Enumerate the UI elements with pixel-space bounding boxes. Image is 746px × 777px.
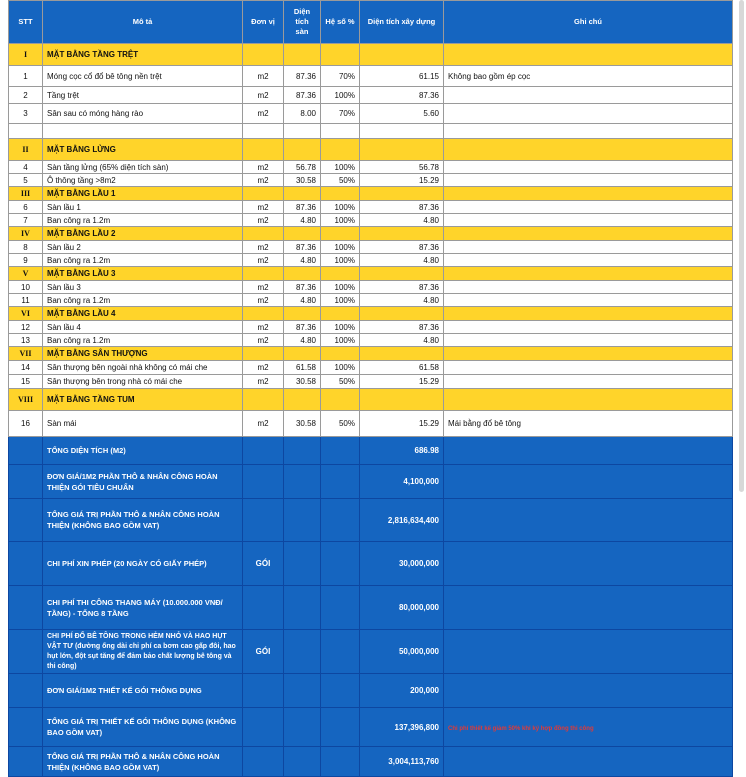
section-stt: VIII bbox=[9, 389, 43, 411]
row-build: 87.36 bbox=[360, 281, 444, 294]
row-stt: 13 bbox=[9, 334, 43, 347]
row-stt: 5 bbox=[9, 174, 43, 187]
row-build: 87.36 bbox=[360, 87, 444, 104]
section-title: MẶT BẰNG LẦU 1 bbox=[43, 187, 243, 201]
row-unit: m2 bbox=[243, 411, 284, 437]
row-area: 87.36 bbox=[284, 201, 321, 214]
row-area: 30.58 bbox=[284, 375, 321, 389]
section-row bbox=[9, 227, 733, 241]
section-row bbox=[9, 307, 733, 321]
header-stt: STT bbox=[9, 1, 43, 44]
section-row bbox=[9, 347, 733, 361]
row-build: 15.29 bbox=[360, 375, 444, 389]
row-build: 5.60 bbox=[360, 104, 444, 124]
blank-row bbox=[9, 124, 733, 139]
total-value: 2,816,634,400 bbox=[360, 499, 444, 542]
row-stt: 12 bbox=[9, 321, 43, 334]
row-coef: 100% bbox=[321, 294, 360, 307]
total-desc: ĐƠN GIÁ/1M2 PHẦN THÔ & NHÂN CÔNG HOÀN THIỆN GÓI TIÊU CHUẨN bbox=[43, 465, 243, 499]
row-desc: Ban công ra 1.2m bbox=[43, 294, 243, 307]
row-area: 4.80 bbox=[284, 254, 321, 267]
row-desc: Ban công ra 1.2m bbox=[43, 334, 243, 347]
row-note bbox=[444, 294, 733, 307]
row-note bbox=[444, 254, 733, 267]
table-row bbox=[9, 281, 733, 294]
row-stt: 10 bbox=[9, 281, 43, 294]
row-desc: Sân thượng bên ngoài nhà không có mái che bbox=[43, 361, 243, 375]
row-desc: Tầng trệt bbox=[43, 87, 243, 104]
total-desc: TỔNG GIÁ TRỊ THIẾT KẾ GÓI THÔNG DỤNG (KHÔNG BAO GỒM VAT) bbox=[43, 708, 243, 747]
table-row bbox=[9, 161, 733, 174]
row-desc: Ban công ra 1.2m bbox=[43, 254, 243, 267]
total-unit bbox=[243, 708, 284, 747]
row-area: 30.58 bbox=[284, 174, 321, 187]
row-stt: 3 bbox=[9, 104, 43, 124]
row-unit: m2 bbox=[243, 361, 284, 375]
row-desc: Ban công ra 1.2m bbox=[43, 214, 243, 227]
row-unit: m2 bbox=[243, 375, 284, 389]
table-row bbox=[9, 241, 733, 254]
row-area: 4.80 bbox=[284, 334, 321, 347]
row-desc: Sân sau có móng hàng rào bbox=[43, 104, 243, 124]
total-unit bbox=[243, 674, 284, 708]
table-row bbox=[9, 87, 733, 104]
row-unit: m2 bbox=[243, 321, 284, 334]
row-coef: 100% bbox=[321, 321, 360, 334]
section-title: MẶT BẰNG TẦNG TUM bbox=[43, 389, 243, 411]
row-unit: m2 bbox=[243, 281, 284, 294]
total-value: 3,004,113,760 bbox=[360, 747, 444, 777]
row-area: 30.58 bbox=[284, 411, 321, 437]
row-coef: 50% bbox=[321, 174, 360, 187]
total-value: 200,000 bbox=[360, 674, 444, 708]
row-build: 56.78 bbox=[360, 161, 444, 174]
row-coef: 70% bbox=[321, 66, 360, 87]
row-note bbox=[444, 87, 733, 104]
row-unit: m2 bbox=[243, 241, 284, 254]
section-row bbox=[9, 187, 733, 201]
row-desc: Sàn tầng lửng (65% diện tích sàn) bbox=[43, 161, 243, 174]
row-stt: 7 bbox=[9, 214, 43, 227]
row-stt: 15 bbox=[9, 375, 43, 389]
row-coef: 100% bbox=[321, 241, 360, 254]
row-desc: Sàn lầu 4 bbox=[43, 321, 243, 334]
table-row bbox=[9, 375, 733, 389]
row-desc: Sàn lầu 2 bbox=[43, 241, 243, 254]
table-row bbox=[9, 411, 733, 437]
total-unit: GÓI bbox=[243, 630, 284, 674]
section-title: MẶT BẰNG TẦNG TRỆT bbox=[43, 44, 243, 66]
row-unit: m2 bbox=[243, 161, 284, 174]
row-build: 4.80 bbox=[360, 214, 444, 227]
row-note bbox=[444, 321, 733, 334]
total-value: 4,100,000 bbox=[360, 465, 444, 499]
header-build: Diện tích xây dựng bbox=[360, 1, 444, 44]
header-note: Ghi chú bbox=[444, 1, 733, 44]
row-coef: 100% bbox=[321, 361, 360, 375]
row-unit: m2 bbox=[243, 201, 284, 214]
section-title: MẶT BẰNG LẦU 2 bbox=[43, 227, 243, 241]
total-unit bbox=[243, 465, 284, 499]
table-row bbox=[9, 66, 733, 87]
table-row bbox=[9, 334, 733, 347]
row-note: Không bao gồm ép cọc bbox=[444, 66, 733, 87]
row-desc: Sàn mái bbox=[43, 411, 243, 437]
row-build: 87.36 bbox=[360, 241, 444, 254]
total-row bbox=[9, 708, 733, 747]
section-stt: III bbox=[9, 187, 43, 201]
row-note bbox=[444, 334, 733, 347]
row-coef: 50% bbox=[321, 375, 360, 389]
row-desc: Sàn lầu 1 bbox=[43, 201, 243, 214]
total-row bbox=[9, 499, 733, 542]
section-row bbox=[9, 44, 733, 66]
section-stt: II bbox=[9, 139, 43, 161]
row-unit: m2 bbox=[243, 214, 284, 227]
row-coef: 100% bbox=[321, 281, 360, 294]
section-stt: VI bbox=[9, 307, 43, 321]
total-desc: CHI PHÍ ĐỔ BÊ TÔNG TRONG HẺM NHỎ VÀ HAO HỤT VẬT TƯ (đường ống dài chi phí ca bơm cao gấp đôi, hao hụt lớn, đột sụt tăng để đảm bảo chất lượng bê tông và thi công) bbox=[43, 630, 243, 674]
row-build: 4.80 bbox=[360, 334, 444, 347]
row-note bbox=[444, 361, 733, 375]
row-area: 87.36 bbox=[284, 66, 321, 87]
row-unit: m2 bbox=[243, 66, 284, 87]
section-stt: IV bbox=[9, 227, 43, 241]
row-build: 15.29 bbox=[360, 411, 444, 437]
row-coef: 100% bbox=[321, 201, 360, 214]
row-build: 61.58 bbox=[360, 361, 444, 375]
row-build: 4.80 bbox=[360, 294, 444, 307]
row-coef: 70% bbox=[321, 104, 360, 124]
row-note: Mái bằng đổ bê tông bbox=[444, 411, 733, 437]
row-note bbox=[444, 174, 733, 187]
row-coef: 100% bbox=[321, 87, 360, 104]
total-value: 50,000,000 bbox=[360, 630, 444, 674]
row-stt: 4 bbox=[9, 161, 43, 174]
row-coef: 100% bbox=[321, 214, 360, 227]
total-row bbox=[9, 465, 733, 499]
total-desc: TỔNG GIÁ TRỊ PHẦN THÔ & NHÂN CÔNG HOÀN THIỆN (KHÔNG BAO GỒM VAT) bbox=[43, 747, 243, 777]
row-unit: m2 bbox=[243, 174, 284, 187]
row-area: 87.36 bbox=[284, 87, 321, 104]
total-unit bbox=[243, 747, 284, 777]
discount-note: Chi phí thiết kế giảm 50% khi ký hợp đồng thi công bbox=[448, 725, 594, 732]
row-stt: 9 bbox=[9, 254, 43, 267]
section-title: MẶT BẰNG LỬNG bbox=[43, 139, 243, 161]
section-title: MẶT BẰNG LẦU 3 bbox=[43, 267, 243, 281]
total-unit: GÓI bbox=[243, 542, 284, 586]
section-stt: I bbox=[9, 44, 43, 66]
row-area: 4.80 bbox=[284, 294, 321, 307]
total-desc: ĐƠN GIÁ/1M2 THIẾT KẾ GÓI THÔNG DỤNG bbox=[43, 674, 243, 708]
row-build: 87.36 bbox=[360, 201, 444, 214]
table-row bbox=[9, 294, 733, 307]
header-coef: Hệ số % bbox=[321, 1, 360, 44]
row-stt: 6 bbox=[9, 201, 43, 214]
row-desc: Móng cọc cổ đổ bê tông nền trệt bbox=[43, 66, 243, 87]
total-row bbox=[9, 747, 733, 777]
total-row bbox=[9, 674, 733, 708]
total-desc: CHI PHÍ THI CÔNG THANG MÁY (10.000.000 VNĐ/ TẦNG) - TỔNG 8 TẦNG bbox=[43, 586, 243, 630]
section-row bbox=[9, 389, 733, 411]
row-area: 61.58 bbox=[284, 361, 321, 375]
row-note bbox=[444, 241, 733, 254]
row-coef: 100% bbox=[321, 254, 360, 267]
row-area: 87.36 bbox=[284, 241, 321, 254]
total-row bbox=[9, 437, 733, 465]
total-desc: TỔNG GIÁ TRỊ PHẦN THÔ & NHÂN CÔNG HOÀN THIỆN (KHÔNG BAO GỒM VAT) bbox=[43, 499, 243, 542]
row-coef: 50% bbox=[321, 411, 360, 437]
row-area: 4.80 bbox=[284, 214, 321, 227]
section-row bbox=[9, 267, 733, 281]
row-note bbox=[444, 281, 733, 294]
row-desc: Sân thượng bên trong nhà có mái che bbox=[43, 375, 243, 389]
row-note bbox=[444, 104, 733, 124]
row-note bbox=[444, 375, 733, 389]
row-build: 4.80 bbox=[360, 254, 444, 267]
row-build: 87.36 bbox=[360, 321, 444, 334]
section-stt: VII bbox=[9, 347, 43, 361]
total-unit bbox=[243, 437, 284, 465]
row-desc: Sàn lầu 3 bbox=[43, 281, 243, 294]
row-area: 56.78 bbox=[284, 161, 321, 174]
total-unit bbox=[243, 586, 284, 630]
row-build: 15.29 bbox=[360, 174, 444, 187]
header-area: Diện tích sàn bbox=[284, 1, 321, 44]
row-unit: m2 bbox=[243, 104, 284, 124]
row-unit: m2 bbox=[243, 294, 284, 307]
row-note bbox=[444, 214, 733, 227]
row-note bbox=[444, 201, 733, 214]
cost-table bbox=[8, 0, 733, 777]
row-coef: 100% bbox=[321, 161, 360, 174]
scrollbar[interactable] bbox=[739, 0, 744, 492]
table-row bbox=[9, 361, 733, 375]
table-row bbox=[9, 104, 733, 124]
row-unit: m2 bbox=[243, 334, 284, 347]
total-row bbox=[9, 542, 733, 586]
row-stt: 14 bbox=[9, 361, 43, 375]
row-area: 87.36 bbox=[284, 281, 321, 294]
row-stt: 16 bbox=[9, 411, 43, 437]
total-value: 80,000,000 bbox=[360, 586, 444, 630]
row-area: 87.36 bbox=[284, 321, 321, 334]
section-title: MẶT BẰNG LẦU 4 bbox=[43, 307, 243, 321]
table-row bbox=[9, 321, 733, 334]
header-desc: Mô tả bbox=[43, 1, 243, 44]
total-desc: CHI PHÍ XIN PHÉP (20 NGÀY CÓ GIẤY PHÉP) bbox=[43, 542, 243, 586]
total-value: 137,396,800 bbox=[360, 708, 444, 747]
table-row bbox=[9, 254, 733, 267]
total-desc: TỔNG DIỆN TÍCH (M2) bbox=[43, 437, 243, 465]
total-row bbox=[9, 630, 733, 674]
section-title: MẶT BẰNG SÂN THƯỢNG bbox=[43, 347, 243, 361]
table-row bbox=[9, 174, 733, 187]
row-build: 61.15 bbox=[360, 66, 444, 87]
row-stt: 8 bbox=[9, 241, 43, 254]
row-desc: Ô thông tầng >8m2 bbox=[43, 174, 243, 187]
total-value: 30,000,000 bbox=[360, 542, 444, 586]
table-row bbox=[9, 201, 733, 214]
total-value: 686.98 bbox=[360, 437, 444, 465]
quote-sheet bbox=[8, 0, 732, 777]
header-unit: Đơn vị bbox=[243, 1, 284, 44]
row-stt: 2 bbox=[9, 87, 43, 104]
row-stt: 11 bbox=[9, 294, 43, 307]
row-unit: m2 bbox=[243, 87, 284, 104]
row-area: 8.00 bbox=[284, 104, 321, 124]
section-row bbox=[9, 139, 733, 161]
header-row bbox=[9, 1, 733, 44]
row-stt: 1 bbox=[9, 66, 43, 87]
row-coef: 100% bbox=[321, 334, 360, 347]
total-row bbox=[9, 586, 733, 630]
row-note bbox=[444, 161, 733, 174]
table-row bbox=[9, 214, 733, 227]
section-stt: V bbox=[9, 267, 43, 281]
row-unit: m2 bbox=[243, 254, 284, 267]
total-unit bbox=[243, 499, 284, 542]
